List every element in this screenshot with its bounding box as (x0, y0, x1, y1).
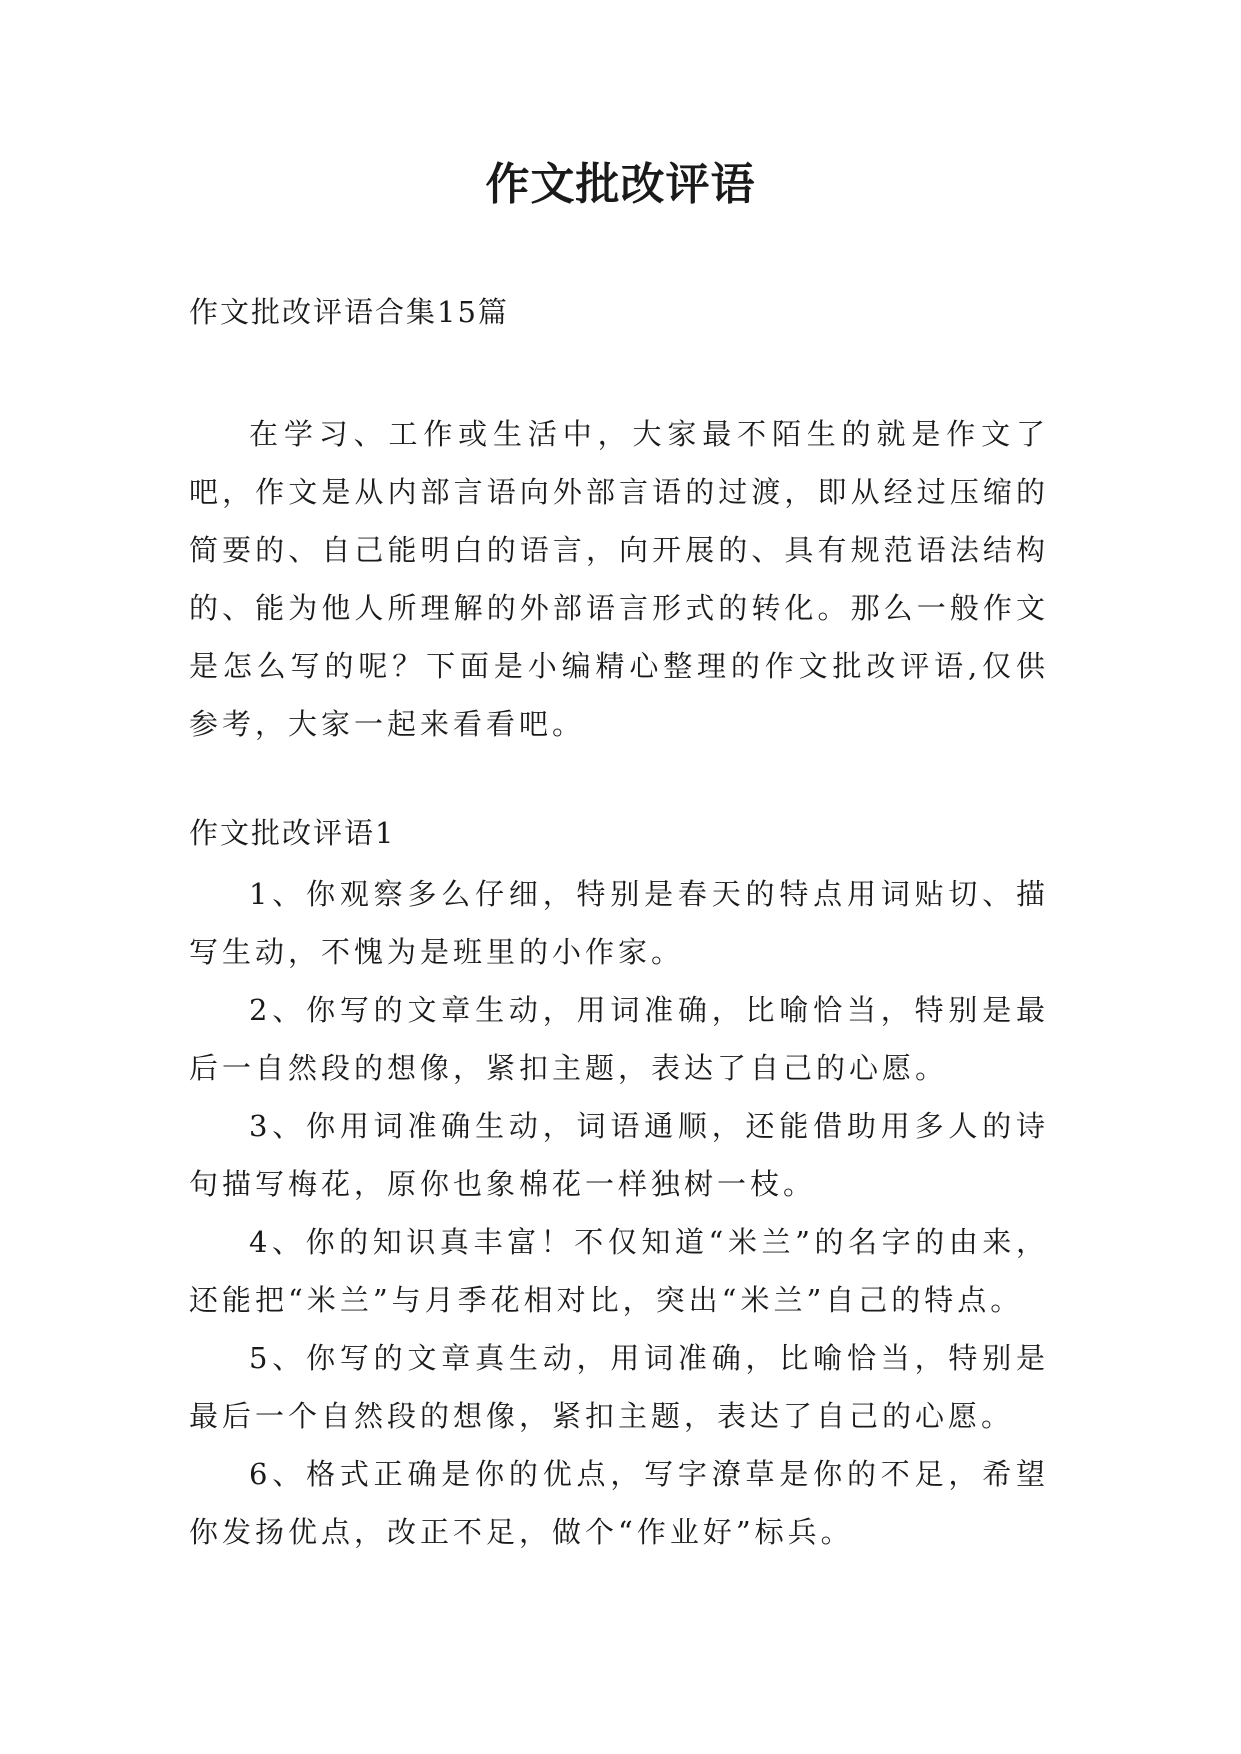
comment-item-4: 4、你的知识真丰富！不仅知道“米兰”的名字的由来，还能把“米兰”与月季花相对比，突出“米兰”自己的特点。 (189, 1225, 1049, 1317)
comment-item-1: 1、你观察多么仔细，特别是春天的特点用词贴切、描写生动，不愧为是班里的小作家。 (189, 877, 1049, 969)
comment-item-2: 2、你写的文章生动，用词准确，比喻恰当，特别是最后一自然段的想像，紧扣主题，表达了自己的心愿。 (189, 993, 1049, 1085)
comment-item-3: 3、你用词准确生动，词语通顺，还能借助用多人的诗句描写梅花，原你也象棉花一样独树一枝。 (189, 1109, 1049, 1201)
comment-item-6: 6、格式正确是你的优点，写字潦草是你的不足，希望你发扬优点，改正不足，做个“作业好”标兵。 (189, 1457, 1049, 1549)
comment-list (189, 865, 1049, 1561)
document-subtitle: 作文批改评语合集15篇 (189, 295, 509, 329)
section-heading: 作文批改评语1 (189, 816, 396, 850)
intro-paragraph: 在学习、工作或生活中，大家最不陌生的就是作文了吧，作文是从内部言语向外部言语的过渡，即从经过压缩的简要的、自己能明白的语言，向开展的、具有规范语法结构的、能为他人所理解的外部语言形式的转化。那么一般作文是怎么写的呢？下面是小编精心整理的作文批改评语,仅供参考，大家一起来看看吧。 (189, 417, 1049, 741)
document-title: 作文批改评语 (485, 159, 756, 210)
comment-item-5: 5、你写的文章真生动，用词准确，比喻恰当，特别是最后一个自然段的想像，紧扣主题，表达了自己的心愿。 (189, 1341, 1049, 1433)
